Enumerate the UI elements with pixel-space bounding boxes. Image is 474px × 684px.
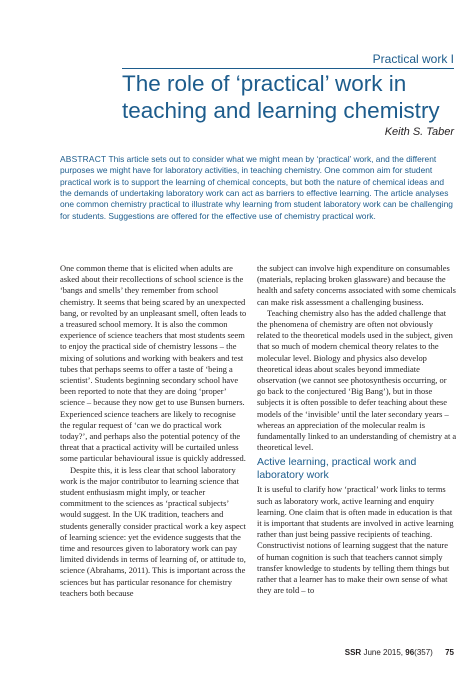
article-title: The role of ‘practical’ work in teaching and learning chemistry: [122, 71, 440, 123]
body-paragraph: the subject can involve high expenditure on consumables (materials, replacing broken glassware) and because the health and safety concerns associated with some chemicals can make risk assessment a challenging business.: [257, 263, 456, 307]
right-column: [257, 263, 457, 596]
left-column: [60, 263, 248, 599]
abstract-label: ABSTRACT: [60, 154, 107, 164]
journal-name: SSR: [344, 648, 362, 657]
header-rule: [122, 68, 454, 69]
issue-number: (357): [414, 648, 433, 657]
section-heading: Active learning, practical work and laboratory work: [257, 456, 417, 481]
issue-date: June 2015,: [363, 648, 404, 657]
body-paragraph: Despite this, it is less clear that school laboratory work is the major contributor to learning science that student enthusiasm might imply, or teacher commitment to the sciences as ‘practical subjects’ would suggest. In the UK tradition, teachers and students generally consider practical work a key aspect of learning science: yet the evidence suggests that the time and resources given to laboratory work can pay limited dividends in terms of learning of, or attitude to, science (Abrahams, 2011). This is important across the sciences but has particular resonance for chemistry teachers both because: [60, 464, 246, 598]
section-label: Practical work I: [372, 52, 454, 66]
author-name: Keith S. Taber: [384, 126, 454, 138]
page-footer: [345, 648, 454, 657]
abstract-text: This article sets out to consider what we might mean by ‘practical’ work, and the different purposes we might have for laboratory activities, in teaching chemistry. One common aim for student practical work is to support the learning of chemical concepts, but both the nature of chemical ideas and the demands of undertaking laboratory work can act as barriers to effective learning. The article analyses one common chemistry practical to illustrate why learning from student laboratory work can be challenging for students. Suggestions are offered for the effective use of chemistry practical work.: [60, 154, 453, 221]
body-paragraph: It is useful to clarify how ‘practical’ work links to terms such as laboratory work, active learning and enquiry learning. One claim that is often made in education is that it is important that students are involved in active learning rather than just being passive recipients of teaching. Constructivist notions of learning suggest that the nature of human cognition is such that teachers cannot simply transfer knowledge to students by telling them things but rather that a learner has to make their own sense of what they are told – to: [257, 484, 454, 596]
body-paragraph: One common theme that is elicited when adults are asked about their recollections of school science is the ‘bangs and smells’ they remember from school chemistry. It seems that being scared by an unexpected bang, or revolted by an unpleasant smell, often leads to a treasured school memory. It is also the common experience of science teachers that most students seem to enjoy the practical side of chemistry lessons – the mixing of solutions and working with beakers and test tubes that perhaps seems to offer a taste of ‘being a scientist’. Students beginning secondary school have been reported to note that they are doing ‘proper’ science – because they now get to use Bunsen burners. Experienced science teachers are likely to recognise the regular request of ‘can we do practical work today?’, and perhaps also the potential potency of the threat that a practical activity will be curtailed unless some particular behavioural issue is quickly addressed.: [60, 263, 247, 464]
abstract: [60, 154, 454, 222]
volume-number: 96: [405, 648, 415, 657]
page-number: 75: [445, 648, 454, 657]
body-paragraph: Teaching chemistry also has the added challenge that the phenomena of chemistry are often not obviously related to the theoretical models used in the subject, given that so much of modern chemical theory relates to the molecular level. Biology and physics also develop theoretical ideas about scales beyond immediate observation (we cannot see photosynthesis occurring, or go back to the conjectured ‘Big Bang’), but in those subjects it is often possible to defer teaching about these models of the ‘invisible’ until the later secondary years – whereas an appreciation of the molecular realm is fundamentally linked to an understanding of chemistry at a theoretical level.: [257, 307, 457, 453]
